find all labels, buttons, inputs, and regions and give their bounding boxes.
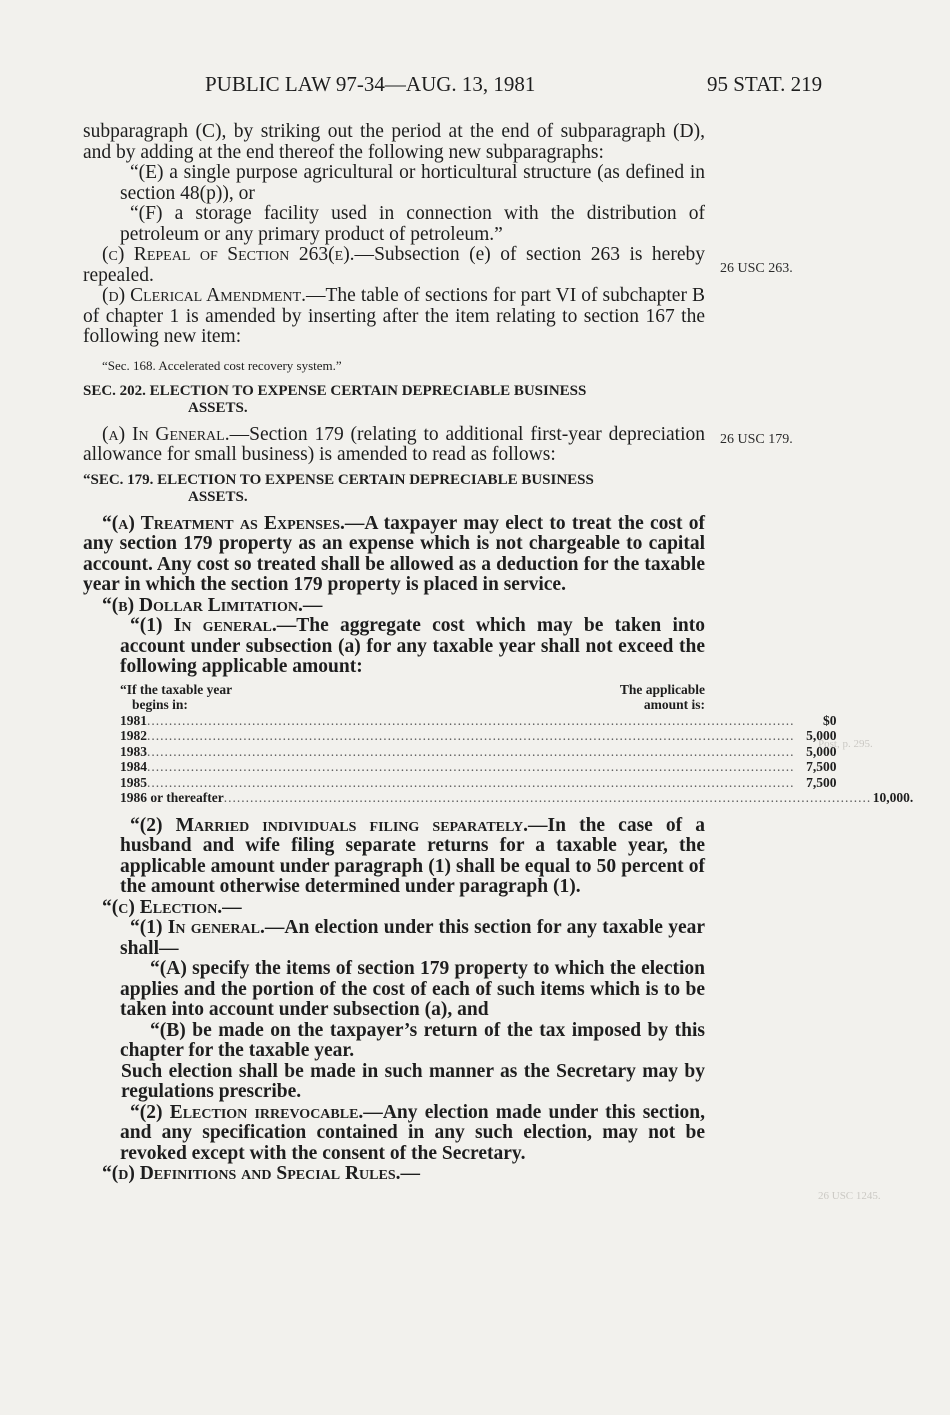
table-cell-amount: 5,000 bbox=[806, 743, 837, 759]
table-cell-year: 1982 bbox=[120, 728, 147, 743]
subsection-a bbox=[83, 425, 705, 466]
section-179-heading bbox=[83, 472, 705, 506]
subparagraph-A: “(A) specify the items of section 179 property to which the election applies and the portion of the cost of each of such items which is to be taken into account under subsection (a), and bbox=[120, 958, 705, 1020]
section-heading-line: “SEC. 179. ELECTION TO EXPENSE CERTAIN DEPRECIABLE BUSINESS bbox=[83, 471, 594, 488]
table-cell-amount: 7,500 bbox=[806, 774, 837, 790]
subsection-heading: (c) Repeal of Section 263(e).— bbox=[102, 244, 375, 265]
paragraph-c2 bbox=[120, 1103, 705, 1165]
margin-note-179: 26 USC 179. bbox=[720, 432, 793, 447]
leader-dots: .................................................................................................................................................... bbox=[147, 759, 795, 774]
section-heading-cont: ASSETS. bbox=[188, 399, 248, 416]
faint-margin-note-2: 26 USC 1245. bbox=[818, 1190, 881, 1202]
leader-dots: .................................................................................................................................................... bbox=[147, 743, 795, 759]
table-header bbox=[120, 682, 705, 713]
paragraph-text: In the case of a husband and wife filing separate returns for a taxable year, the applicable amount under paragraph (1) shall be equal to 50 percent of the amount otherwise determined under paragraph (1). bbox=[120, 814, 705, 897]
flush-text: Such election shall be made in such manner as the Secretary may by regulations prescribe. bbox=[121, 1060, 705, 1102]
table-row bbox=[120, 774, 837, 791]
paragraph-b2 bbox=[120, 816, 705, 898]
subsection-text: The table of sections for part VI of subchapter B of chapter 1 is amended by inserting after the item relating to section 167 the following new item: bbox=[83, 285, 705, 347]
running-header-title: PUBLIC LAW 97-34—AUG. 13, 1981 bbox=[205, 72, 536, 96]
table-cell-year: 1986 or thereafter bbox=[120, 790, 224, 805]
section-202-heading bbox=[83, 383, 705, 417]
subsection-d bbox=[83, 286, 705, 348]
subsection-text: Subsection (e) of section 263 is hereby repealed. bbox=[83, 244, 705, 286]
leader-dots: .................................................................................................................................................... bbox=[147, 728, 795, 743]
running-header-page: 95 STAT. 219 bbox=[707, 72, 823, 96]
paragraph-text: Any election made under this section, and any specification contained in any such election, may not be revoked except with the consent of the Secretary. bbox=[120, 1101, 705, 1164]
subsection-text: Section 179 (relating to additional first-year depreciation allowance for small business) is amended to read as follows: bbox=[83, 423, 706, 465]
subsection-179a bbox=[83, 514, 705, 596]
section-heading-line: SEC. 202. ELECTION TO EXPENSE CERTAIN DEPRECIABLE BUSINESS bbox=[83, 382, 587, 399]
subsection-179d-heading: “(d) Definitions and Special Rules.— bbox=[102, 1163, 421, 1184]
leader-dots: .................................................................................................................................................... bbox=[147, 712, 795, 728]
paragraph-text: The aggregate cost which may be taken into account under subsection (a) for any taxable year shall not exceed the following applicable amount: bbox=[120, 615, 705, 677]
table-cell-year: 1985 bbox=[120, 774, 147, 790]
table-cell-year: 1984 bbox=[120, 759, 147, 774]
table-header-year bbox=[120, 682, 232, 713]
subsection-179c-heading: “(c) Election.— bbox=[102, 896, 242, 918]
paragraph-text: An election under this section for any taxable year shall— bbox=[120, 917, 706, 959]
leader-dots: .................................................................................................................................................... bbox=[223, 790, 872, 805]
subsection-179b-heading: “(b) Dollar Limitation.— bbox=[102, 594, 323, 616]
table-row bbox=[120, 743, 837, 760]
col1-line1: “If the taxable year bbox=[120, 681, 233, 697]
table-row bbox=[120, 759, 837, 775]
subsection-text: A taxpayer may elect to treat the cost of any section 179 property as an expense which is not chargeable to capital account. Any cost so treated shall be allowed as a deduction for the taxable year in which the section 179 property is placed in service. bbox=[83, 512, 705, 595]
paragraph-c1 bbox=[120, 918, 705, 959]
paragraph-b1 bbox=[120, 616, 705, 678]
table-cell-year: 1983 bbox=[120, 743, 147, 759]
table-item-168: “Sec. 168. Accelerated cost recovery system.” bbox=[102, 357, 342, 373]
subsection-heading: (d) Clerical Amendment.— bbox=[102, 285, 326, 306]
subsection-c bbox=[83, 245, 705, 286]
table-cell-year: 1981 bbox=[120, 712, 147, 728]
paragraph-heading: “(2) Married individuals filing separately.— bbox=[130, 814, 548, 836]
margin-note-263: 26 USC 263. bbox=[720, 261, 793, 276]
table-cell-amount: 5,000 bbox=[806, 728, 837, 743]
paragraph-heading: “(1) In general.— bbox=[130, 917, 285, 938]
table-row bbox=[120, 790, 914, 806]
paragraph-heading: “(1) In general.— bbox=[130, 615, 297, 636]
table-row bbox=[120, 712, 837, 729]
faint-margin-note-1: Post, p. 295. bbox=[818, 738, 873, 750]
paragraph: subparagraph (C), by striking out the period at the end of subparagraph (D), and by adding at the end thereof the following new subparagraphs: bbox=[83, 121, 705, 163]
col2-line2: amount is: bbox=[643, 697, 705, 712]
table-cell-amount: 10,000. bbox=[872, 790, 914, 805]
paragraph-heading: “(2) Election irrevocable.— bbox=[130, 1101, 383, 1123]
paragraph: “(E) a single purpose agricultural or horticultural structure (as defined in section 48(p)), or bbox=[120, 162, 705, 204]
subsection-heading: (a) In General.— bbox=[102, 423, 250, 445]
table-header-amount bbox=[620, 682, 705, 713]
subparagraph-B: “(B) be made on the taxpayer’s return of the tax imposed by this chapter for the taxable year. bbox=[120, 1019, 705, 1061]
table-row bbox=[120, 728, 837, 744]
subsection-heading: “(a) Treatment as Expenses.— bbox=[102, 512, 365, 534]
paragraph: “(F) a storage facility used in connection with the distribution of petroleum or any primary product of petroleum.” bbox=[120, 203, 705, 245]
leader-dots: .................................................................................................................................................... bbox=[147, 774, 795, 790]
col1-line2: begins in: bbox=[132, 697, 188, 712]
col2-line1: The applicable bbox=[619, 681, 705, 697]
section-heading-cont: ASSETS. bbox=[188, 488, 248, 505]
table-cell-amount: $0 bbox=[823, 712, 837, 728]
table-cell-amount: 7,500 bbox=[806, 759, 837, 774]
